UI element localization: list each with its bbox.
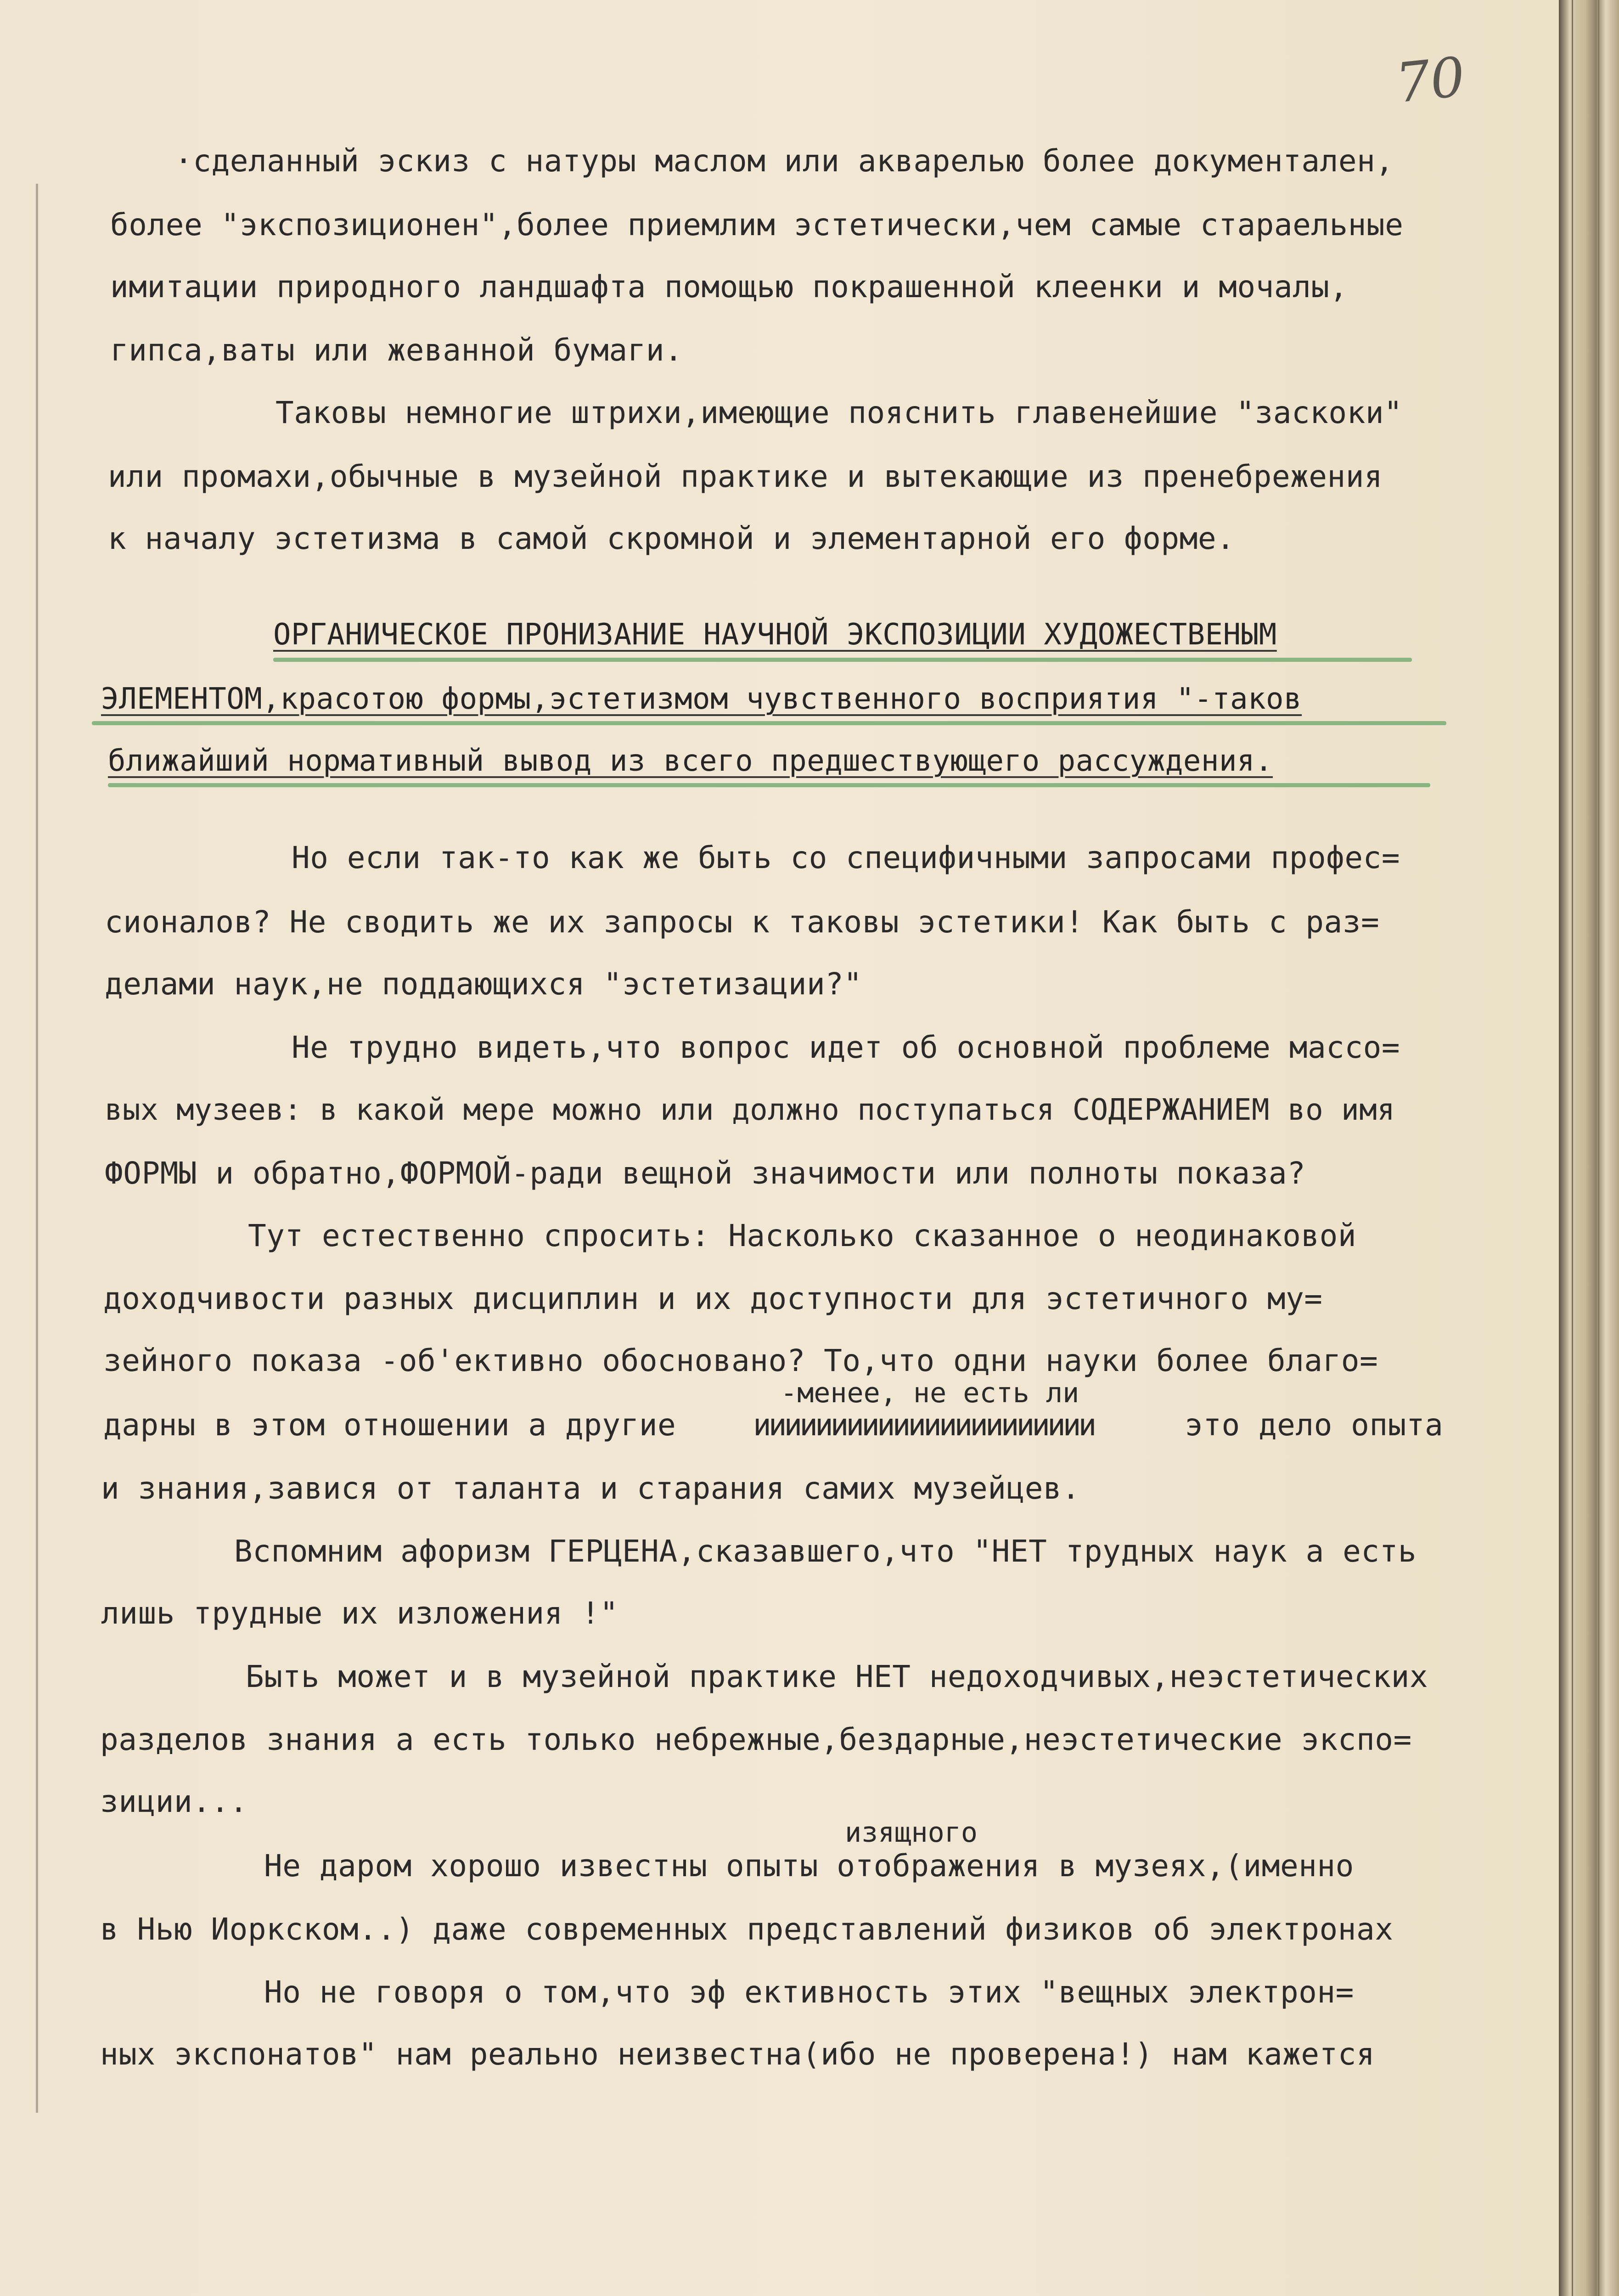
text-line: имитации природного ландшафта помощью покрашенной клеенки и мочалы, <box>110 269 1348 305</box>
text-line: гипса,ваты или жеванной бумаги. <box>110 333 683 368</box>
text-line: в Нью Иоркском..) даже современных представлений физиков об электронах <box>100 1912 1394 1947</box>
section-heading-line: ОРГАНИЧЕСКОЕ ПРОНИЗАНИЕ НАУЧНОЙ ЭКСПОЗИЦИИ ХУДОЖЕСТВЕНЫМ <box>273 618 1277 652</box>
text-line: и знания,завися от таланта и старания самих музейцев. <box>101 1471 1080 1506</box>
book-binding-edge <box>1559 0 1619 2296</box>
text-line: разделов знания а есть только небрежные,бездарные,неэстетические экспо= <box>100 1722 1412 1757</box>
text-line: ФОРМЫ и обратно,ФОРМОЙ-ради вещной значимости или полноты показа? <box>105 1156 1306 1191</box>
text-line: ных экспонатов" нам реально неизвестна(ибо не проверена!) нам кажется <box>100 2037 1375 2072</box>
interlinear-insertion: изящного <box>845 1816 978 1849</box>
text-line: зиции... <box>100 1784 248 1819</box>
struck-out-text: ииииииииииииииииииииии <box>753 1407 1094 1443</box>
interlinear-insertion: -менее, не есть ли <box>781 1377 1079 1409</box>
text-line: Но если так-то как же быть со специфичными запросами профес= <box>292 840 1400 875</box>
text-line: это дело опыта <box>1185 1407 1444 1443</box>
green-highlight-line <box>92 721 1446 725</box>
text-line: Таковы немногие штрихи,имеющие пояснить главенейшие "заскоки" <box>275 395 1403 430</box>
text-line: дарны в этом отношении а другие <box>103 1407 676 1443</box>
text-line: сионалов? Не сводить же их запросы к таковы эстетики! Как быть с раз= <box>105 904 1380 940</box>
text-line: ·сделанный эскиз с натуры маслом или акварелью более документален, <box>174 143 1394 179</box>
text-line: лишь трудные их изложения !" <box>101 1596 618 1631</box>
text-line: Не даром хорошо известны опыты отображения в музеях,(именно <box>264 1848 1354 1884</box>
text-line: доходчивости разных дисциплин и их доступности для эстетичного му= <box>103 1281 1323 1316</box>
section-heading-line: ЭЛЕМЕНТОМ,красотою формы,эстетизмом чувственного восприятия "-таков <box>101 682 1302 716</box>
text-line: Тут естественно спросить: Насколько сказанное о неодинаковой <box>248 1218 1357 1253</box>
margin-rule <box>36 184 38 2113</box>
text-line: зейного показа -об'ективно обосновано? То,что одни науки более благо= <box>103 1343 1378 1378</box>
section-heading-line: ближайший нормативный вывод из всего предшествующего рассуждения. <box>108 744 1273 778</box>
text-line: Не трудно видеть,что вопрос идет об основной проблеме массо= <box>292 1030 1400 1065</box>
text-line: вых музеев: в какой мере можно или должно поступаться СОДЕРЖАНИЕМ во имя <box>105 1093 1395 1127</box>
text-line: или промахи,обычные в музейной практике и вытекающие из пренебрежения <box>108 459 1383 494</box>
text-line: более "экспозиционен",более приемлим эстетически,чем самые стараельные <box>110 207 1404 243</box>
text-line: к началу эстетизма в самой скромной и элементарной его форме. <box>108 521 1235 556</box>
text-line: Вспомним афоризм ГЕРЦЕНА,сказавшего,что "НЕТ трудных наук а есть <box>234 1534 1417 1569</box>
text-line: Быть может и в музейной практике НЕТ недоходчивых,неэстетических <box>246 1659 1428 1694</box>
page-number: 70 <box>1393 45 1468 115</box>
green-highlight-line <box>273 658 1412 662</box>
green-highlight-line <box>108 783 1430 787</box>
text-line: Но не говоря о том,что эф ективность этих "вещных электрон= <box>264 1974 1354 2010</box>
text-line: делами наук,не поддающихся "эстетизации?" <box>105 966 862 1002</box>
